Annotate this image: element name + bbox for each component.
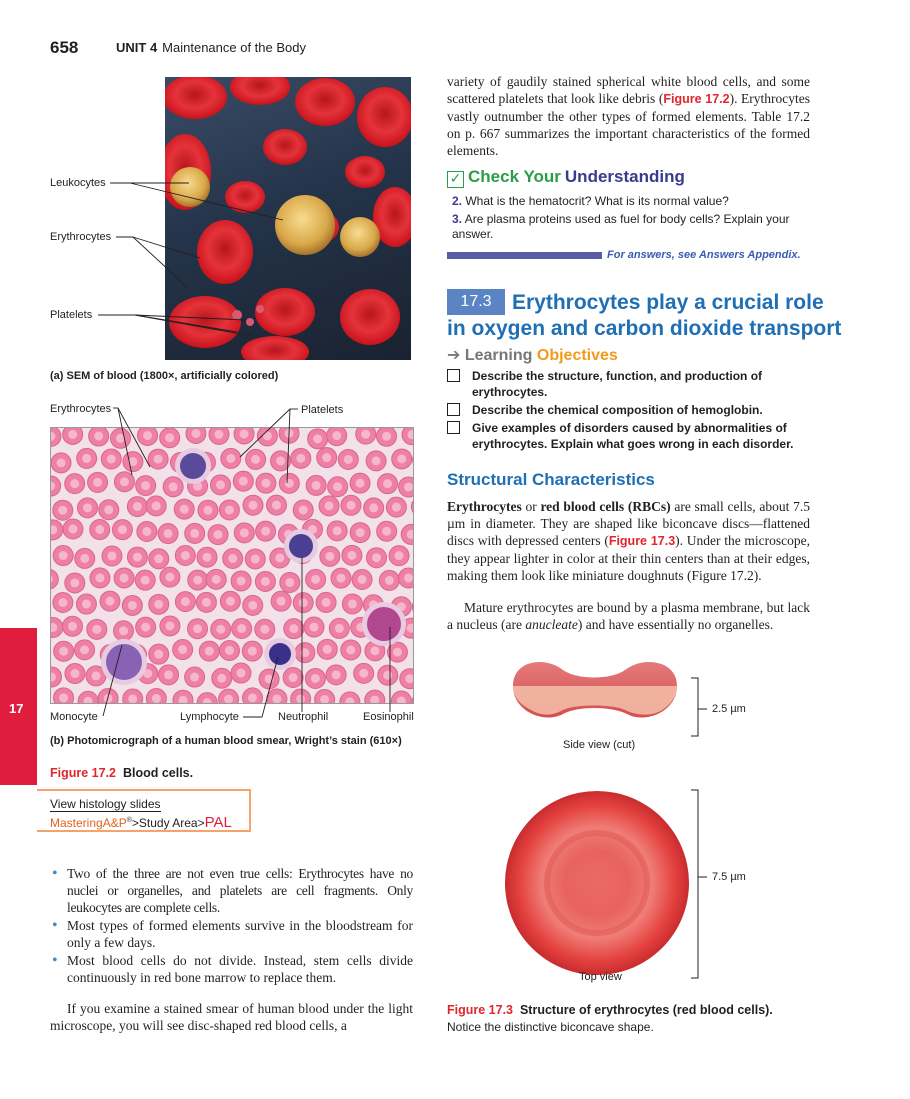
objective-1-text: Describe the structure, function, and production of erythrocytes. (472, 369, 763, 399)
mastering-brand: Mastering (50, 816, 103, 830)
figure-17-2-title: Blood cells. (122, 766, 194, 780)
question-2-num: 2. (452, 194, 463, 208)
objectives-list (447, 368, 807, 452)
checkbox-icon[interactable] (447, 421, 460, 434)
figure-17-3-subcaption: Notice the distinctive biconcave shape. (447, 1020, 654, 1034)
left-bullet-list (50, 865, 413, 987)
label-platelets-b: Platelets (301, 404, 344, 416)
figure-17-3-number: Figure 17.3 (447, 1003, 513, 1017)
figure-17-2-caption (50, 766, 193, 780)
question-3 (452, 212, 802, 242)
objective-3-text: Give examples of disorders caused by abnormalities of erythrocytes. Explain what goes wrong in each disorder. (472, 421, 794, 451)
top-view-shape (505, 791, 689, 975)
chapter-tab-number: 17 (9, 701, 24, 716)
sp1-t1: or (521, 499, 541, 514)
sp1-t2: are small cells, about 7.5 µm in diameter. They are shaped like biconcave discs—flattened discs with depressed centers ( (447, 499, 810, 548)
sp2-a: Mature erythrocytes are bound by a plasma membrane, but lack a nucleus (are (447, 600, 810, 632)
figure-17-3-title: Structure of erythrocytes (red blood cells). (519, 1003, 773, 1017)
check-icon: ✓ (447, 171, 464, 188)
checkbox-icon[interactable] (447, 403, 460, 416)
bullet-1: • Two of the three are not even true cells: Erythrocytes have no nuclei or organelles, and platelets are cell fragments. Only leukocytes are complete cells. (50, 865, 413, 916)
label-erythrocytes-b: Erythrocytes (50, 403, 112, 415)
dim-side-label: 2.5 µm (712, 703, 746, 715)
pal-label: PAL (204, 814, 232, 831)
sp2-b: ) and have essentially no organelles. (577, 617, 774, 632)
p1-part-b: ). Erythrocytes vastly outnumber the other types of formed elements. Table 17.2 on p. 667 summarizes the important characteristics of the formed elements. (447, 91, 810, 158)
section-title-line-1: Erythrocytes play a crucial role (512, 291, 824, 314)
label-eosinophil: Eosinophil (363, 711, 414, 723)
question-3-text: Are plasma proteins used as fuel for body cells? Explain your answer. (452, 212, 790, 241)
unit-label: UNIT 4 (116, 40, 158, 55)
learning-objectives-heading (447, 345, 618, 365)
question-3-num: 3. (452, 212, 463, 226)
check-word-1: Check Your (468, 167, 561, 186)
answers-bar (447, 252, 602, 259)
objective-2 (447, 402, 807, 418)
section-number-box: 17.3 (447, 289, 505, 315)
structural-heading: Structural Characteristics (447, 470, 655, 489)
label-neutrophil: Neutrophil (278, 711, 329, 723)
check-understanding-heading (447, 167, 685, 188)
sp1-t3: ). Under the microscope, they appear lighter in color at their thin centers than at their edges, making them look like miniature doughnuts (Figure 17.2). (447, 533, 811, 583)
mastering-reg: ® (126, 817, 132, 824)
caption-b: (b) Photomicrograph of a human blood smear, Wright’s stain (610×) (50, 735, 402, 747)
bullet-2: • Most types of formed elements survive in the bloodstream for only a few days. (50, 917, 413, 951)
term-rbc: red blood cells (RBCs) (540, 499, 671, 514)
label-monocyte: Monocyte (50, 711, 98, 723)
erythrocyte-diagram (505, 650, 765, 990)
fig-17-3-ref[interactable]: Figure 17.3 (608, 534, 676, 548)
label-lymphocyte: Lymphocyte (180, 711, 239, 723)
term-erythrocytes: Erythrocytes (447, 499, 522, 514)
top-view-label: Top view (579, 971, 622, 983)
bullet-3: • Most blood cells do not divide. Instead, stem cells divide continuously in red bone marrow to replace them. (50, 952, 413, 986)
side-view-label: Side view (cut) (563, 739, 636, 751)
structural-paragraph-1 (447, 498, 810, 584)
label-erythrocytes-a: Erythrocytes (50, 231, 112, 243)
right-paragraph-1 (447, 73, 810, 159)
sp2-italic: anucleate (525, 617, 578, 632)
objective-1 (447, 368, 807, 400)
dim-top-label: 7.5 µm (712, 871, 746, 883)
label-platelets-a: Platelets (50, 309, 93, 321)
view-histology-link[interactable]: View histology slides (50, 797, 161, 811)
smear-leader-lines (0, 395, 450, 725)
lo-word-1: Learning (464, 347, 533, 364)
mastering-rest: >Study Area> (131, 816, 205, 830)
question-2-text: What is the hematocrit? What is its normal value? (465, 194, 729, 208)
check-word-2: Understanding (564, 167, 685, 186)
left-paragraph: If you examine a stained smear of human blood under the light microscope, you will see disc-shaped red blood cells, a (50, 1001, 413, 1033)
question-2 (452, 194, 729, 208)
figure-17-3-caption (447, 1003, 773, 1017)
answers-note: For answers, see Answers Appendix. (607, 249, 801, 261)
objective-3 (447, 420, 807, 452)
p1-fig-ref[interactable]: Figure 17.2 (663, 92, 730, 106)
objective-2-text: Describe the chemical composition of hemoglobin. (472, 403, 763, 417)
unit-title: Maintenance of the Body (162, 40, 306, 55)
lo-word-2: Objectives (536, 347, 618, 364)
checkbox-icon[interactable] (447, 369, 460, 382)
caption-a: (a) SEM of blood (1800×, artificially colored) (50, 370, 279, 382)
figure-17-2-number: Figure 17.2 (50, 766, 116, 780)
structural-paragraph-2 (447, 599, 810, 633)
section-title-line-2: in oxygen and carbon dioxide transport (447, 317, 842, 340)
mastering-path[interactable] (50, 814, 232, 831)
page-number: 658 (50, 38, 79, 57)
mastering-brand-ap: A&P (102, 816, 127, 830)
p1-part-a: variety of gaudily stained spherical white blood cells, and some scattered platelets that look like debris ( (447, 74, 810, 106)
label-leukocytes: Leukocytes (50, 177, 106, 189)
arrow-icon: ➔ (447, 345, 461, 364)
